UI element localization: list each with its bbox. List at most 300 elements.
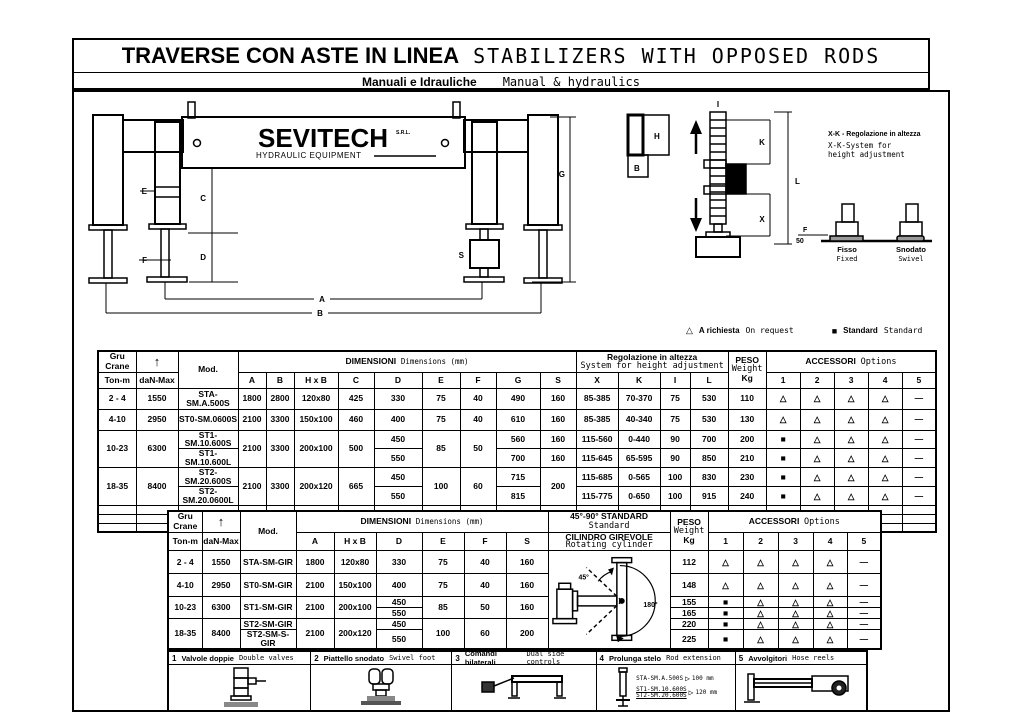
xk-note-english-1: X-K-System for — [828, 141, 892, 150]
option-cell: △ — [834, 388, 868, 409]
table-row — [98, 430, 936, 449]
col-e: E — [422, 372, 460, 388]
fixed-label-english: Fixed — [836, 255, 858, 263]
table-row — [98, 487, 936, 506]
cell-l: 700 — [690, 430, 728, 449]
header-weight: PESO Weight Kg — [728, 351, 766, 388]
cell-d: 550 — [376, 608, 422, 619]
col-opt-4: 4 — [813, 532, 847, 551]
option-cell: — — [847, 619, 881, 630]
option-cell: — — [847, 608, 881, 619]
header-accessories: ACCESSORI Options — [766, 351, 936, 372]
header-model: Mod. — [240, 511, 296, 551]
cell-b: 2800 — [266, 388, 294, 409]
col-i: I — [660, 372, 690, 388]
option-cell: △ — [778, 551, 813, 574]
accessory-number: 5 — [738, 653, 744, 663]
rotation-diagram-drawing — [549, 555, 669, 643]
option-cell: ■ — [766, 468, 800, 487]
option-cell: △ — [813, 608, 847, 619]
cell-i: 90 — [660, 449, 690, 468]
header-dimensions: DIMENSIONI Dimensions (mm) — [296, 511, 548, 532]
header-dimensions: DIMENSIONI Dimensions (mm) — [238, 351, 576, 372]
subtitle-english: Manual & hydraulics — [502, 74, 640, 89]
col-hxb: H x B — [334, 532, 376, 551]
cell-s: 160 — [540, 409, 576, 430]
option-cell: △ — [813, 619, 847, 630]
cell-dan: 2950 — [202, 574, 240, 597]
page-title-italian: TRAVERSE CON ASTE IN LINEA — [121, 43, 460, 68]
cell-hxb: 150x100 — [334, 574, 376, 597]
accessory-dual-controls — [452, 649, 596, 710]
option-cell: △ — [778, 574, 813, 597]
hole-right — [442, 140, 449, 147]
inline-stabilizers-table — [97, 350, 937, 533]
cell-k: 65-595 — [618, 449, 660, 468]
option-cell: — — [902, 487, 936, 506]
cell-i: 100 — [660, 468, 690, 487]
header-ton-m: Ton-m — [98, 372, 136, 388]
empty-cell — [98, 505, 136, 514]
cell-weight: 130 — [728, 409, 766, 430]
option-cell: △ — [834, 468, 868, 487]
cell-a: 1800 — [238, 388, 266, 409]
rod-value: 100 mm — [691, 675, 714, 683]
leg-inner-right — [472, 122, 497, 224]
bracket-icon: ▷ — [685, 674, 690, 683]
option-cell: — — [902, 449, 936, 468]
cell-f: 40 — [460, 409, 496, 430]
dim-label-f: F — [142, 256, 147, 265]
cell-dan: 6300 — [202, 597, 240, 619]
accessory-name-english: Double valves — [238, 654, 294, 662]
legend-on-request-english: On request — [745, 326, 794, 335]
option-cell: — — [902, 468, 936, 487]
col-e: E — [422, 532, 464, 551]
accessory-rod-extension — [597, 652, 736, 710]
col-x: X — [576, 372, 618, 388]
cell-g: 490 — [496, 388, 540, 409]
cell-a: 1800 — [296, 551, 334, 574]
cell-ton: 10-23 — [98, 430, 136, 468]
angle-180-label: 180° — [643, 601, 658, 609]
foot-height-label: F — [803, 227, 808, 234]
cell-x: 115-560 — [576, 430, 618, 449]
cell-ton: 4-10 — [98, 409, 136, 430]
option-cell: △ — [800, 409, 834, 430]
subtitle-italian: Manuali e Idrauliche — [362, 74, 477, 89]
cell-d: 330 — [376, 551, 422, 574]
dim-label-c: C — [200, 194, 206, 203]
title-block — [72, 38, 930, 90]
down-arrow-icon — [690, 218, 702, 232]
cell-a: 2100 — [296, 574, 334, 597]
cell-g: 700 — [496, 449, 540, 468]
leg-outer-left — [93, 115, 123, 225]
legend-on-request-italian: A richiesta — [698, 326, 740, 335]
cell-hxb: 120x80 — [334, 551, 376, 574]
option-cell: △ — [813, 597, 847, 608]
cell-dan: 8400 — [202, 619, 240, 649]
cell-hxb: 200x100 — [294, 430, 338, 468]
cell-weight: 210 — [728, 449, 766, 468]
option-cell: △ — [778, 630, 813, 649]
option-cell: △ — [743, 597, 778, 608]
cell-d: 550 — [374, 487, 422, 506]
col-opt-1: 1 — [708, 532, 743, 551]
col-a: A — [238, 372, 266, 388]
hose-reels-icon — [742, 666, 860, 710]
cell-a: 2100 — [296, 597, 334, 619]
col-opt-3: 3 — [778, 532, 813, 551]
clamp-block — [726, 164, 746, 194]
cell-f: 60 — [460, 468, 496, 506]
option-cell: — — [902, 409, 936, 430]
header-rotating-cylinder: CILINDRO GIREVOLE Rotating cylinder — [548, 532, 670, 551]
section-label-b: B — [634, 164, 640, 173]
accessory-name-italian: Prolunga stelo — [609, 653, 662, 663]
cell-f: 40 — [464, 551, 506, 574]
option-cell: △ — [778, 608, 813, 619]
col-k: K — [618, 372, 660, 388]
table-row — [168, 574, 881, 597]
cell-g: 715 — [496, 468, 540, 487]
cell-s: 160 — [540, 430, 576, 449]
option-cell: △ — [868, 430, 902, 449]
cell-s: 160 — [506, 597, 548, 619]
cell-x: 115-775 — [576, 487, 618, 506]
option-cell: — — [847, 551, 881, 574]
dim-label-e: E — [141, 187, 147, 196]
option-cell: △ — [834, 449, 868, 468]
col-g: G — [496, 372, 540, 388]
option-cell: △ — [868, 468, 902, 487]
cell-k: 0-565 — [618, 468, 660, 487]
table-row — [168, 619, 881, 630]
option-cell: ■ — [708, 619, 743, 630]
leg-outer-right — [528, 115, 558, 225]
cell-i: 100 — [660, 487, 690, 506]
header-accessories: ACCESSORI Options — [708, 511, 881, 532]
cell-l: 530 — [690, 409, 728, 430]
cell-ton: 18-35 — [168, 619, 202, 649]
cell-s: 160 — [506, 551, 548, 574]
cell-k: 0-650 — [618, 487, 660, 506]
option-cell: △ — [868, 409, 902, 430]
cell-e: 75 — [422, 409, 460, 430]
double-valves-icon — [210, 666, 270, 710]
col-b: B — [266, 372, 294, 388]
cell-dan: 2950 — [136, 409, 178, 430]
cell-hxb: 150x100 — [294, 409, 338, 430]
cell-d: 550 — [374, 449, 422, 468]
option-cell: ■ — [766, 487, 800, 506]
section-rod — [628, 115, 643, 155]
cell-f: 50 — [464, 597, 506, 619]
cell-weight: 225 — [670, 630, 708, 649]
rod-label-l: L — [795, 177, 800, 186]
col-opt-2: 2 — [800, 372, 834, 388]
cell-l: 530 — [690, 388, 728, 409]
cell-dan: 6300 — [136, 430, 178, 468]
cell-b: 3300 — [266, 468, 294, 506]
swivel-label-italian: Snodato — [896, 245, 926, 254]
option-cell: ■ — [766, 449, 800, 468]
cell-model: STA-SM-GIR — [240, 551, 296, 574]
col-s: S — [540, 372, 576, 388]
rod-label-i: I — [716, 100, 720, 109]
technical-drawing — [76, 94, 948, 346]
header-ton-m: Ton-m — [168, 532, 202, 551]
header-height-adjustment: Regolazione in altezza System for height adjustment — [576, 351, 728, 372]
cell-ton: 10-23 — [168, 597, 202, 619]
foot-swivel-drawing — [906, 204, 918, 222]
col-opt-3: 3 — [834, 372, 868, 388]
cell-weight: 220 — [670, 619, 708, 630]
angle-45-label: 45° — [578, 574, 589, 582]
cell-model: ST1-SM-GIR — [240, 597, 296, 619]
col-f: F — [460, 372, 496, 388]
accessory-name-english: Hose reels — [792, 654, 835, 662]
cell-k: 0-440 — [618, 430, 660, 449]
option-cell: ■ — [708, 608, 743, 619]
option-cell: ■ — [708, 597, 743, 608]
header-crane: Gru Crane — [168, 511, 202, 532]
table-row — [168, 551, 881, 574]
cell-model: STA-SM.A.500S — [178, 388, 238, 409]
accessories-strip — [167, 650, 868, 712]
cell-d: 450 — [374, 468, 422, 487]
option-cell: △ — [813, 630, 847, 649]
cell-c: 460 — [338, 409, 374, 430]
rod-label-x: X — [759, 215, 765, 224]
option-cell: △ — [800, 468, 834, 487]
cell-s: 160 — [506, 574, 548, 597]
cell-dan: 1550 — [136, 388, 178, 409]
cell-weight: 112 — [670, 551, 708, 574]
arm-left — [123, 120, 183, 152]
rotating-cylinder-diagram — [548, 551, 670, 649]
cell-ton: 2 - 4 — [168, 551, 202, 574]
col-opt-1: 1 — [766, 372, 800, 388]
option-cell: △ — [834, 487, 868, 506]
cell-weight: 110 — [728, 388, 766, 409]
fixed-label-italian: Fisso — [837, 245, 857, 254]
header-standard-angle: 45°-90° STANDARD Standard — [548, 511, 670, 532]
col-l: L — [690, 372, 728, 388]
cell-d: 450 — [376, 619, 422, 630]
cell-weight: 230 — [728, 468, 766, 487]
option-cell: △ — [868, 388, 902, 409]
dim-label-s: S — [458, 251, 464, 260]
col-c: C — [338, 372, 374, 388]
cell-model: ST2-SM-S-GIR — [240, 630, 296, 649]
accessory-name-italian: Avvolgitori — [748, 653, 788, 663]
cell-l: 915 — [690, 487, 728, 506]
option-cell: △ — [708, 551, 743, 574]
cell-model: ST1-SM.10.600L — [178, 449, 238, 468]
col-hxb: H x B — [294, 372, 338, 388]
cell-i: 75 — [660, 388, 690, 409]
pin-right — [453, 102, 460, 118]
cell-f: 60 — [464, 619, 506, 649]
header-load-arrow — [202, 511, 240, 532]
logo-tagline: HYDRAULIC EQUIPMENT — [256, 151, 362, 160]
cell-l: 830 — [690, 468, 728, 487]
rod-label-k: K — [759, 138, 765, 147]
cell-d: 330 — [374, 388, 422, 409]
accessory-name-english: Rod extension — [666, 654, 721, 662]
option-cell: △ — [800, 388, 834, 409]
col-d: D — [374, 372, 422, 388]
option-cell: — — [847, 630, 881, 649]
cell-dan: 1550 — [202, 551, 240, 574]
cell-c: 425 — [338, 388, 374, 409]
cell-model: ST2-SM-GIR — [240, 619, 296, 630]
header-dan-max: daN-Max — [136, 372, 178, 388]
cell-i: 90 — [660, 430, 690, 449]
cell-e: 85 — [422, 597, 464, 619]
option-cell: △ — [813, 551, 847, 574]
swivel-label-english: Swivel — [898, 255, 924, 263]
cell-s: 200 — [506, 619, 548, 649]
section-label-h: H — [654, 132, 660, 141]
option-cell: △ — [766, 388, 800, 409]
cell-s: 200 — [540, 468, 576, 506]
cell-ton: 4-10 — [168, 574, 202, 597]
accessory-number: 1 — [172, 653, 177, 663]
cell-f: 40 — [460, 388, 496, 409]
up-arrow-icon: ↑ — [217, 514, 225, 530]
cell-hxb: 200x120 — [334, 619, 376, 649]
accessory-number: 2 — [314, 653, 319, 663]
cell-s: 160 — [540, 449, 576, 468]
option-cell: △ — [834, 409, 868, 430]
option-cell: △ — [743, 630, 778, 649]
col-d: D — [376, 532, 422, 551]
option-cell: △ — [708, 574, 743, 597]
cell-dan: 8400 — [136, 468, 178, 506]
cell-x: 115-685 — [576, 468, 618, 487]
cell-e: 100 — [422, 619, 464, 649]
cell-e: 75 — [422, 551, 464, 574]
table-row — [98, 409, 936, 430]
cell-g: 815 — [496, 487, 540, 506]
cell-e: 75 — [422, 388, 460, 409]
option-cell: — — [902, 430, 936, 449]
leg-inner-left — [155, 122, 180, 224]
cell-c: 665 — [338, 468, 374, 506]
option-cell: — — [847, 597, 881, 608]
rod-value: 120 mm — [695, 689, 718, 697]
option-cell: △ — [800, 487, 834, 506]
cell-f: 50 — [460, 430, 496, 468]
option-cell: △ — [743, 608, 778, 619]
cell-model: ST2-SM.20.600S — [178, 468, 238, 487]
col-s: S — [506, 532, 548, 551]
title-row — [74, 40, 928, 72]
cell-weight: 148 — [670, 574, 708, 597]
cell-d: 550 — [376, 630, 422, 649]
header-crane: Gru Crane — [98, 351, 136, 372]
cell-k: 70-370 — [618, 388, 660, 409]
rod-model: ST1-SM.10.600S — [636, 685, 687, 693]
cell-ton: 18-35 — [98, 468, 136, 506]
cell-weight: 200 — [728, 430, 766, 449]
square-icon: ■ — [831, 325, 838, 336]
cell-hxb: 200x120 — [294, 468, 338, 506]
table-row — [168, 597, 881, 608]
cell-e: 100 — [422, 468, 460, 506]
cell-hxb: 200x100 — [334, 597, 376, 619]
col-opt-2: 2 — [743, 532, 778, 551]
header-model: Mod. — [178, 351, 238, 388]
col-opt-4: 4 — [868, 372, 902, 388]
dim-label-a: A — [319, 295, 325, 304]
bracket-icon: ▷ — [688, 687, 694, 697]
subtitle-row — [74, 72, 928, 90]
accessory-name-english: Dual side controls — [526, 650, 565, 666]
table-row — [98, 388, 936, 409]
rod-extension-icon — [614, 666, 632, 710]
option-cell: △ — [868, 449, 902, 468]
option-cell: — — [847, 574, 881, 597]
cell-c: 500 — [338, 430, 374, 468]
cell-l: 850 — [690, 449, 728, 468]
cell-weight: 240 — [728, 487, 766, 506]
dim-label-b: B — [317, 309, 323, 318]
spacer-box — [470, 240, 499, 268]
rod-model: STA-SM.A.500S — [636, 675, 684, 683]
col-opt-5: 5 — [902, 372, 936, 388]
cell-weight: 165 — [670, 608, 708, 619]
cell-e: 85 — [422, 430, 460, 468]
header-load-arrow — [136, 351, 178, 372]
cell-b: 3300 — [266, 409, 294, 430]
option-cell: △ — [778, 619, 813, 630]
dual-side-controls-icon — [478, 666, 570, 710]
accessory-name-italian: Comandi bilaterali — [464, 649, 497, 667]
rod-model: ST2-SM.20.600S — [636, 692, 687, 700]
accessory-swivel-foot — [311, 652, 452, 710]
accessory-number: 4 — [599, 653, 604, 663]
accessory-name-italian: Piattello snodato — [323, 653, 385, 663]
cell-a: 2100 — [238, 409, 266, 430]
table-row — [98, 468, 936, 487]
option-cell: △ — [778, 597, 813, 608]
cell-k: 40-340 — [618, 409, 660, 430]
option-cell: ■ — [708, 630, 743, 649]
legend-standard-english: Standard — [883, 326, 923, 335]
cell-model: ST2-SM.20.0600L — [178, 487, 238, 506]
header-dan-max: daN-Max — [202, 532, 240, 551]
cell-a: 2100 — [238, 468, 266, 506]
triangle-icon: △ — [686, 325, 693, 335]
logo-brand: SEVITECH — [257, 123, 389, 153]
col-opt-5: 5 — [847, 532, 881, 551]
col-f: F — [464, 532, 506, 551]
logo-suffix: S.R.L. — [396, 130, 411, 136]
option-cell: — — [902, 388, 936, 409]
cell-d: 400 — [376, 574, 422, 597]
cell-b: 3300 — [266, 430, 294, 468]
cell-a: 2100 — [238, 430, 266, 468]
cell-weight: 155 — [670, 597, 708, 608]
cell-d: 450 — [374, 430, 422, 449]
cell-ton: 2 - 4 — [98, 388, 136, 409]
cell-s: 160 — [540, 388, 576, 409]
xk-note-english-2: height adjustment — [828, 150, 905, 159]
